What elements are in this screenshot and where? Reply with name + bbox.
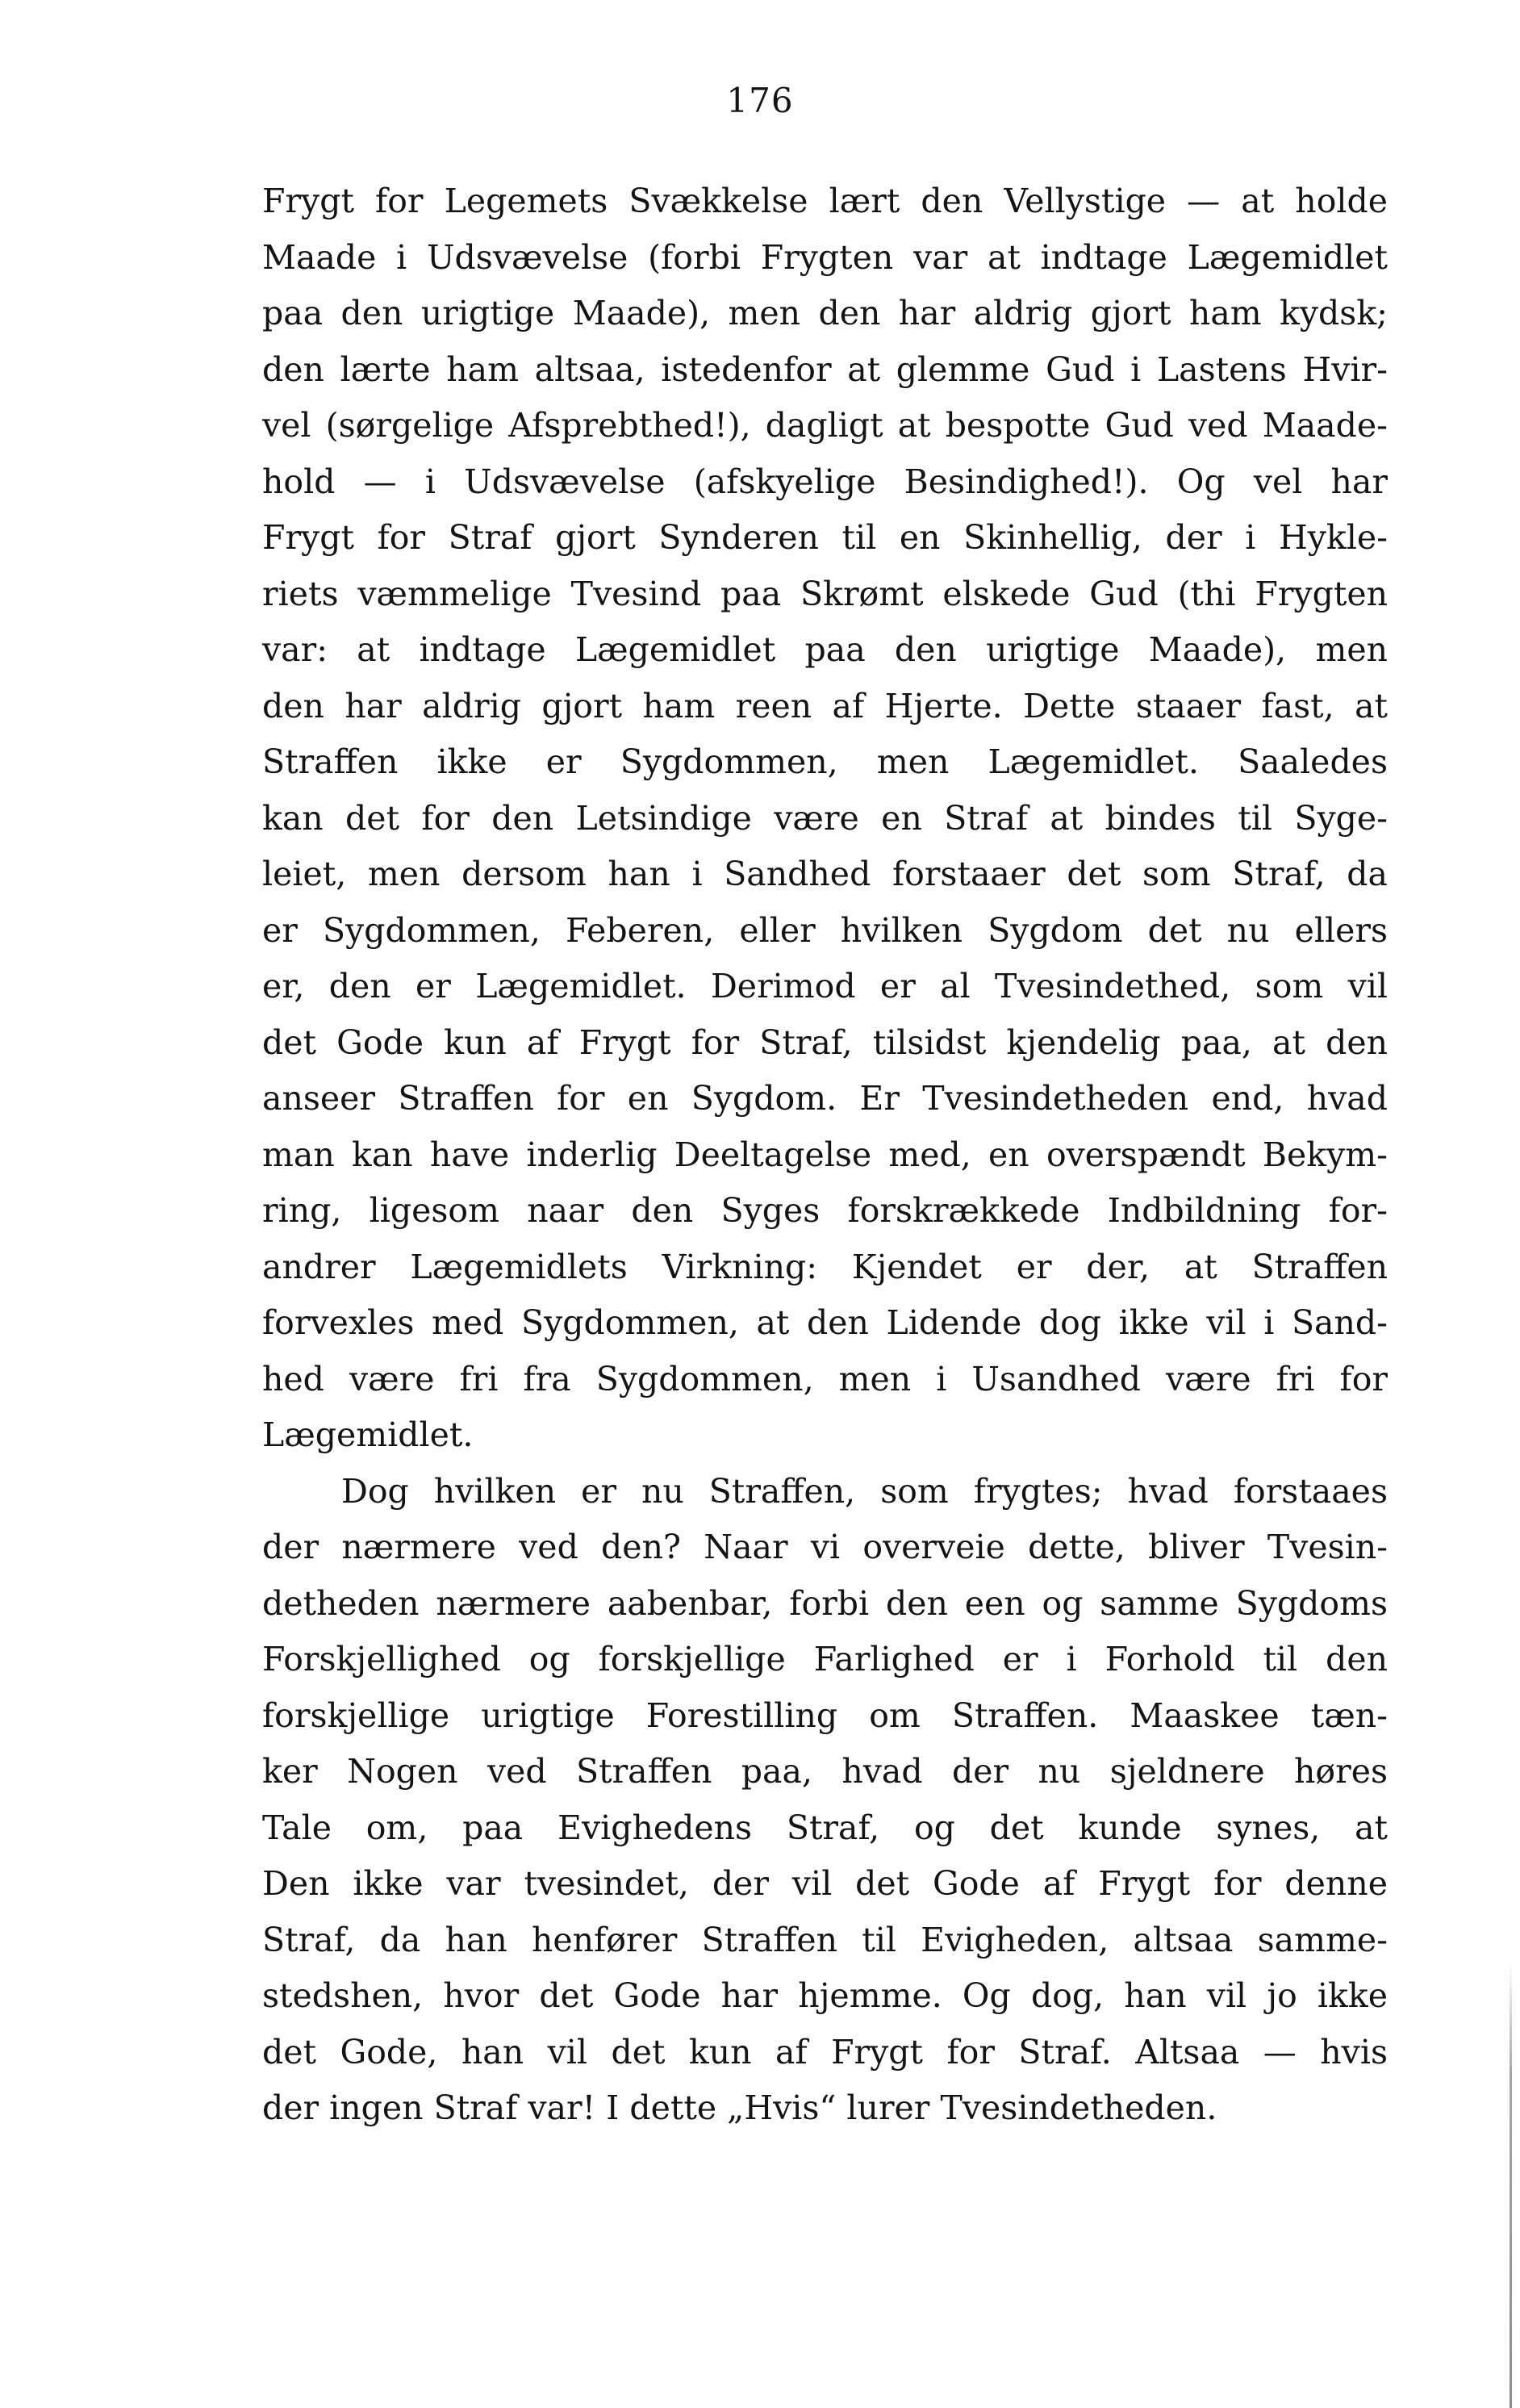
text-line: detheden nærmere aabenbar, forbi den een og samme Sygdoms xyxy=(262,1583,1388,1623)
text-line: Den ikke var tvesindet, der vil det Gode af Frygt for denne xyxy=(262,1864,1388,1903)
text-line: det Gode kun af Frygt for Straf, tilsidst kjendelig paa, at den xyxy=(262,1022,1388,1062)
text-line: ring, ligesom naar den Syges forskrækkede Indbildning for- xyxy=(262,1191,1388,1230)
text-line: kan det for den Letsindige være en Straf at bindes til Syge- xyxy=(262,798,1388,838)
text-line: Frygt for Straf gjort Synderen til en Skinhellig, der i Hykle- xyxy=(262,518,1388,557)
text-line: forvexles med Sygdommen, at den Lidende dog ikke vil i Sand- xyxy=(262,1303,1388,1342)
text-line: det Gode, han vil det kun af Frygt for Straf. Altsaa — hvis xyxy=(262,2032,1388,2071)
text-line: Dog hvilken er nu Straffen, som frygtes; hvad forstaaes xyxy=(341,1471,1388,1511)
text-line: ker Nogen ved Straffen paa, hvad der nu sjeldnere høres xyxy=(262,1752,1388,1791)
text-line: den lærte ham altsaa, istedenfor at glemme Gud i Lastens Hvir- xyxy=(262,349,1388,389)
text-line: Forskjellighed og forskjellige Farlighed er i Forhold til den xyxy=(262,1640,1388,1678)
text-line: forskjellige urigtige Forestilling om Straffen. Maaskee tæn- xyxy=(262,1695,1388,1735)
text-line: er Sygdommen, Feberen, eller hvilken Sygdom det nu ellers xyxy=(262,910,1388,950)
text-line: paa den urigtige Maade), men den har aldrig gjort ham kydsk; xyxy=(262,294,1388,332)
text-line: Maade i Udsvævelse (forbi Frygten var at indtage Lægemidlet xyxy=(262,237,1388,277)
text-line: hold — i Udsvævelse (afskyelige Besindighed!). Og vel har xyxy=(262,462,1388,501)
text-line: Lægemidlet. xyxy=(262,1415,474,1454)
text-line: Tale om, paa Evighedens Straf, og det kunde synes, at xyxy=(262,1808,1388,1847)
text-line: den har aldrig gjort ham reen af Hjerte. Dette staaer fast, at xyxy=(262,686,1388,725)
text-line: Frygt for Legemets Svækkelse lært den Vellystige — at holde xyxy=(262,182,1388,220)
text-line: Straffen ikke er Sygdommen, men Lægemidlet. Saaledes xyxy=(262,742,1388,781)
text-line: der ingen Straf var! I dette „Hvis“ lurer Tvesindetheden. xyxy=(262,2088,1217,2127)
text-line: hed være fri fra Sygdommen, men i Usandhed være fri for xyxy=(262,1359,1388,1398)
text-line: Straf, da han henfører Straffen til Evigheden, altsaa samme- xyxy=(262,1920,1388,1959)
text-line: vel (sørgelige Afsprebthed!), dagligt at bespotte Gud ved Maade- xyxy=(262,406,1388,445)
text-line: er, den er Lægemidlet. Derimod er al Tvesindethed, som vil xyxy=(262,967,1388,1005)
body-text xyxy=(262,173,1388,2137)
text-line: leiet, men dersom han i Sandhed forstaaer det som Straf, da xyxy=(262,855,1388,893)
text-line: andrer Lægemidlets Virkning: Kjendet er der, at Straffen xyxy=(262,1247,1388,1286)
text-line: man kan have inderlig Deeltagelse med, en overspændt Bekym- xyxy=(262,1135,1388,1174)
page-number: 176 xyxy=(726,81,794,120)
text-line: riets væmmelige Tvesind paa Skrømt elskede Gud (thi Frygten xyxy=(262,574,1388,613)
page-edge-shadow xyxy=(1510,1961,1512,2408)
text-line: var: at indtage Lægemidlet paa den urigtige Maade), men xyxy=(262,630,1388,669)
text-line: der nærmere ved den? Naar vi overveie dette, bliver Tvesin- xyxy=(262,1528,1388,1566)
text-line: stedshen, hvor det Gode har hjemme. Og dog, han vil jo ikke xyxy=(262,1976,1388,2015)
text-line: anseer Straffen for en Sygdom. Er Tvesindetheden end, hvad xyxy=(262,1079,1388,1118)
